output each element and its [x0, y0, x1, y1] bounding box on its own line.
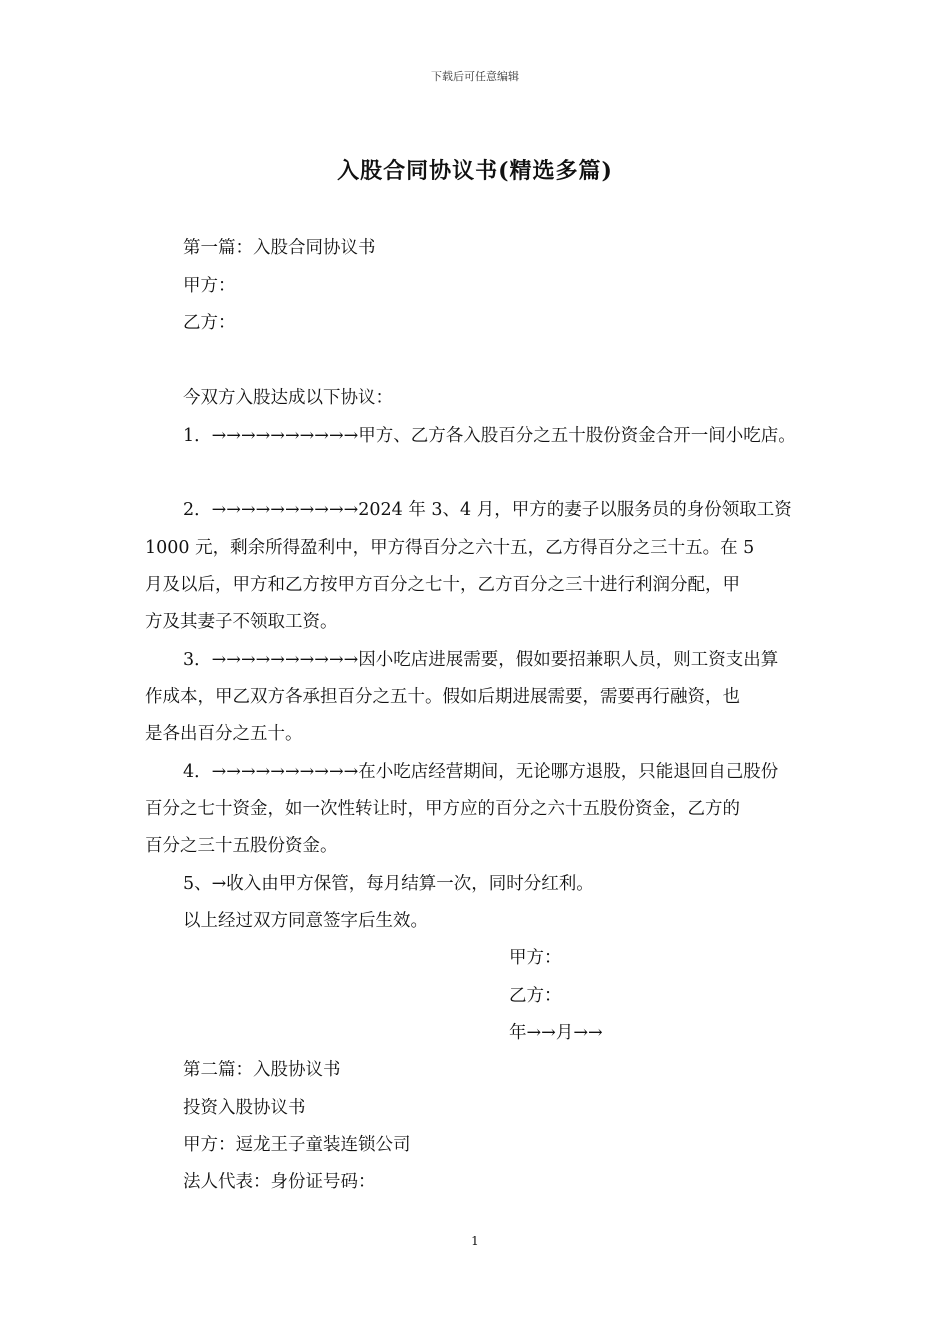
party-a-label: 甲方： — [183, 276, 236, 296]
clause-2-line-1: 2．→→→→→→→→→→2024 年 3、4 月，甲方的妻子以服务员的身份领取工资 — [183, 500, 792, 520]
document-title: 入股合同协议书(精选多篇) — [337, 158, 613, 184]
agreement-intro: 今双方入股达成以下协议： — [183, 388, 393, 408]
party-b-label: 乙方： — [183, 313, 236, 333]
legal-representative: 法人代表：身份证号码： — [183, 1172, 376, 1192]
party-a-company: 甲方：逗龙王子童装连锁公司 — [183, 1135, 411, 1155]
signature-party-b: 乙方： — [509, 986, 562, 1006]
clause-2-line-2: 1000 元，剩余所得盈利中，甲方得百分之六十五，乙方得百分之三十五。在 5 — [145, 538, 755, 558]
page-number: 1 — [471, 1234, 479, 1248]
section-heading-1: 第一篇：入股合同协议书 — [183, 238, 376, 258]
clause-3-line-1: 3．→→→→→→→→→→因小吃店进展需要，假如要招兼职人员，则工资支出算 — [183, 650, 779, 670]
clause-5: 5、→收入由甲方保管，每月结算一次，同时分红利。 — [183, 874, 594, 894]
signature-date: 年→→月→→ — [509, 1023, 603, 1043]
investment-agreement-title: 投资入股协议书 — [183, 1098, 306, 1118]
clause-3-line-3: 是各出百分之五十。 — [145, 724, 303, 744]
clause-4-line-1: 4．→→→→→→→→→→在小吃店经营期间，无论哪方退股，只能退回自己股份 — [183, 762, 779, 782]
effective-clause: 以上经过双方同意签字后生效。 — [183, 911, 428, 931]
clause-2-line-4: 方及其妻子不领取工资。 — [145, 612, 338, 632]
section-heading-2: 第二篇：入股协议书 — [183, 1060, 341, 1080]
clause-1: 1．→→→→→→→→→→甲方、乙方各入股百分之五十股份资金合开一间小吃店。 — [183, 426, 796, 446]
clause-3-line-2: 作成本，甲乙双方各承担百分之五十。假如后期进展需要，需要再行融资，也 — [145, 687, 740, 707]
clause-4-line-2: 百分之七十资金，如一次性转让时，甲方应的百分之六十五股份资金，乙方的 — [145, 799, 740, 819]
header-note: 下载后可任意编辑 — [431, 70, 519, 83]
clause-4-line-3: 百分之三十五股份资金。 — [145, 836, 338, 856]
clause-2-line-3: 月及以后，甲方和乙方按甲方百分之七十，乙方百分之三十进行利润分配，甲 — [145, 575, 740, 595]
signature-party-a: 甲方： — [509, 948, 562, 968]
